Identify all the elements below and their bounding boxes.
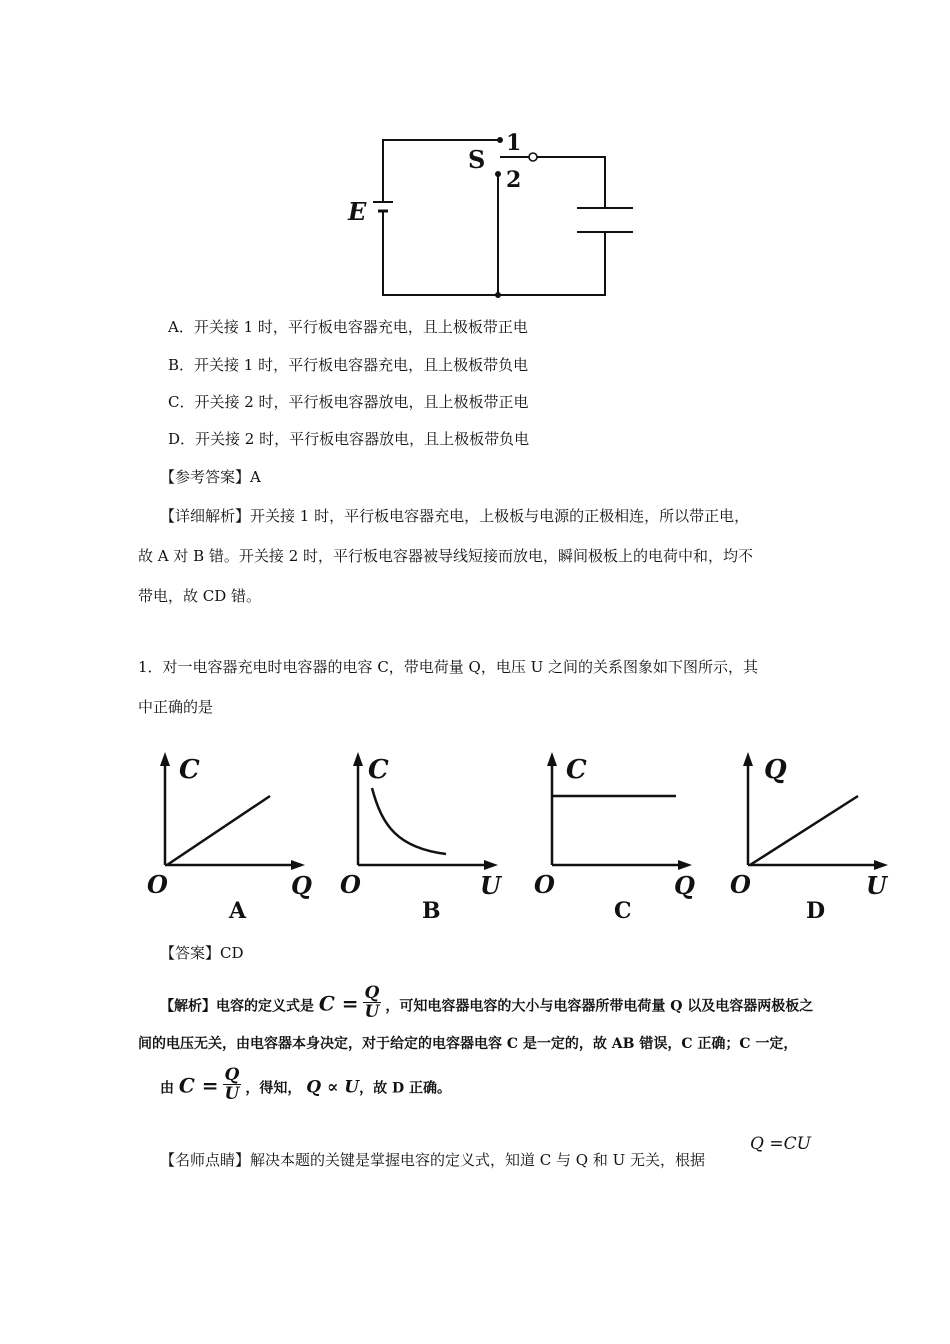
graph-d-ylabel: Q xyxy=(764,755,787,785)
graph-a xyxy=(145,748,320,926)
graph-d-xlabel: U xyxy=(866,871,887,900)
switch-label: S xyxy=(468,145,486,174)
graph-b-ylabel: C xyxy=(368,755,389,785)
graph-d xyxy=(728,748,903,926)
option-a: A．开关接 1 时，平行板电容器充电，且上极板带正电 xyxy=(168,318,528,336)
equation-lhs: C = xyxy=(318,991,359,1016)
graph-a-origin: O xyxy=(147,870,168,899)
capacitance-fraction-2 xyxy=(223,1066,242,1103)
detail-line-2: 故 A 对 B 错。开关接 2 时，平行板电容器被导线短接而放电，瞬间极板上的电荷中和，均不 xyxy=(138,547,754,565)
emf-label: E xyxy=(348,197,367,226)
fraction-denominator-2: U xyxy=(224,1084,240,1104)
graph-b-xlabel: U xyxy=(480,871,501,900)
analysis-label: 【解析】 xyxy=(160,998,216,1015)
reference-answer: 【参考答案】A xyxy=(160,468,261,486)
analysis-line-3 xyxy=(160,1065,452,1107)
teacher-tip: 【名师点睛】解决本题的关键是掌握电容的定义式，知道 C 与 Q 和 U 无关，根据 xyxy=(160,1151,706,1169)
tip-formula: Q =CU xyxy=(750,1134,811,1154)
graph-c-xlabel: Q xyxy=(674,871,695,900)
graph-d-letter: D xyxy=(806,898,826,924)
analysis-text-3b: ，得知， xyxy=(245,1080,302,1097)
graph-b-origin: O xyxy=(340,870,361,899)
question-line-2: 中正确的是 xyxy=(138,698,214,716)
answer: 【答案】CD xyxy=(160,944,244,962)
graph-a-letter: A xyxy=(229,898,247,924)
proportionality: Q ∝ U xyxy=(306,1077,360,1098)
analysis-text-3a: 由 xyxy=(160,1080,174,1097)
graph-d-origin: O xyxy=(730,870,751,899)
graph-b xyxy=(338,748,513,926)
graph-b-curve xyxy=(372,788,446,854)
switch-position-1: 1 xyxy=(506,130,522,156)
graph-a-curve xyxy=(167,796,270,865)
equation-lhs-2: C = xyxy=(178,1073,219,1098)
graph-a-ylabel: C xyxy=(179,755,200,785)
graph-c-origin: O xyxy=(534,870,555,899)
graph-c-ylabel: C xyxy=(566,755,587,785)
option-d: D．开关接 2 时，平行板电容器放电，且上极板带负电 xyxy=(168,430,530,448)
graph-a-xlabel: Q xyxy=(291,871,312,900)
capacitance-fraction xyxy=(363,984,382,1021)
option-c: C．开关接 2 时，平行板电容器放电，且上极板带正电 xyxy=(168,393,529,411)
detail-line-1: 【详细解析】开关接 1 时，平行板电容器充电，上极板与电源的正极相连，所以带正电， xyxy=(160,507,750,525)
question-line-1: 1．对一电容器充电时电容器的电容 C，带电荷量 Q，电压 U 之间的关系图象如下图所示，其 xyxy=(138,658,759,676)
fraction-numerator-2: Q xyxy=(223,1066,242,1085)
analysis-line-1 xyxy=(160,983,814,1025)
fraction-denominator: U xyxy=(364,1002,380,1022)
analysis-text-3c: ，故 D 正确。 xyxy=(359,1080,452,1097)
analysis-line-2: 间的电压无关，由电容器本身决定，对于给定的电容器电容 C 是一定的，故 AB 错误，C 正确；C 一定， xyxy=(138,1036,798,1052)
switch-position-2: 2 xyxy=(506,167,522,193)
analysis-text-1a: 电容的定义式是 xyxy=(216,998,314,1015)
graph-c xyxy=(532,748,707,926)
graph-d-curve xyxy=(750,796,858,865)
analysis-text-1b: ，可知电容器电容的大小与电容器所带电荷量 Q 以及电容器两极板之 xyxy=(385,998,814,1015)
graph-c-letter: C xyxy=(614,898,632,924)
circuit-diagram xyxy=(330,120,650,310)
detail-line-3: 带电，故 CD 错。 xyxy=(138,587,262,605)
fraction-numerator: Q xyxy=(363,984,382,1003)
option-b: B．开关接 1 时，平行板电容器充电，且上极板带负电 xyxy=(168,356,529,374)
graph-b-letter: B xyxy=(422,898,441,924)
